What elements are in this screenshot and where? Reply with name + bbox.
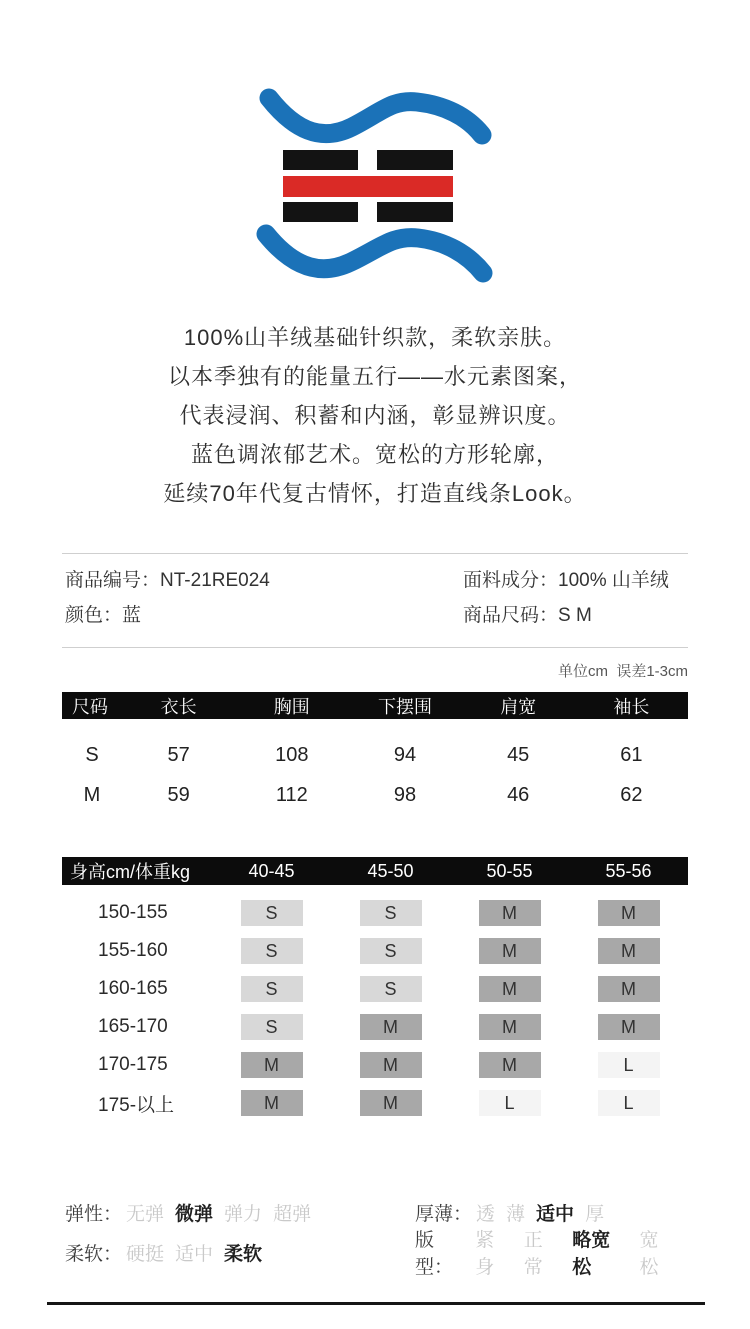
attribute-label: 厚薄： [415,1203,473,1225]
color-field [62,605,460,627]
logo-wave-top-icon [269,98,482,135]
color-value: 蓝 [122,605,142,626]
description-line: 代表浸润、积蓄和内涵，彰显辨识度。 [179,403,571,428]
size-badge: L [479,1090,541,1116]
product-description [0,318,750,513]
logo-bar-icon [377,150,453,170]
attribute-label: 柔软： [65,1243,123,1265]
description-line: 100%山羊绒基础针织款，柔软亲肤。 [183,325,567,350]
height-range-label: 170-175 [98,1054,168,1075]
attribute-option: 透 [476,1203,496,1225]
product-code-label: 商品编号： [65,570,161,591]
measure-cell: 112 [275,783,308,806]
size-cell: S [85,743,99,766]
size-badge: M [598,938,660,964]
size-badge: S [241,976,303,1002]
fit-table-body [62,885,688,1122]
description-line: 延续70年代复古情怀，打造直线条Look。 [163,481,587,506]
attribute-label: 弹性： [65,1203,123,1225]
table-row [62,894,688,932]
table-row [62,1084,688,1122]
attribute-option: 厚 [585,1203,605,1225]
size-table-header [62,692,688,719]
product-info-section [62,553,688,648]
size-badge: M [241,1052,303,1078]
size-table-header-cell: 胸围 [273,696,310,717]
fabric-label: 面料成分： [463,570,559,591]
elasticity-attribute [62,1192,412,1232]
size-badge: M [479,976,541,1002]
sizes-label: 商品尺码： [463,605,559,626]
table-row [62,1008,688,1046]
size-badge: M [598,1014,660,1040]
description-line: 蓝色调浓郁艺术。宽松的方形轮廓， [190,442,559,467]
height-range-label: 165-170 [98,1016,168,1037]
attribute-option: 弹力 [224,1203,263,1225]
description-line: 以本季独有的能量五行——水元素图案， [167,364,582,389]
size-badge: M [360,1014,422,1040]
attribute-option: 微弹 [175,1203,214,1225]
attribute-option: 无弹 [126,1203,165,1225]
fabric-attributes-section [62,1192,688,1278]
table-row [62,735,688,775]
size-table-header-cell: 尺码 [72,696,108,717]
size-badge: L [598,1090,660,1116]
table-row [62,932,688,970]
size-badge: M [598,976,660,1002]
fit-attribute [412,1230,688,1278]
measure-cell: 59 [167,783,190,806]
sizes-value: S M [558,605,592,626]
size-table-header-cell: 肩宽 [500,696,537,717]
size-badge: S [360,976,422,1002]
size-badge: M [598,900,660,926]
fabric-field [460,570,688,592]
measure-cell: 57 [167,743,190,766]
brand-logo [0,0,750,296]
weight-range-header: 45-50 [367,860,414,881]
measure-cell: 45 [507,743,530,766]
height-range-label: 155-160 [98,940,168,961]
logo-red-bar-icon [283,176,453,197]
fit-table-header-label: 身高cm/体重kg [70,862,191,882]
logo-bar-icon [283,150,358,170]
size-table-header-cell: 衣长 [160,696,197,717]
size-badge: M [360,1052,422,1078]
table-row [62,775,688,815]
attribute-option: 柔软 [224,1243,263,1265]
size-badge: M [479,900,541,926]
size-measurement-table [62,692,688,815]
measure-cell: 94 [393,743,417,766]
height-range-label: 175-以上 [98,1094,175,1116]
height-range-label: 160-165 [98,978,168,999]
attribute-option: 略宽松 [572,1230,611,1278]
measure-cell: 61 [620,743,643,766]
logo-bar-icon [283,202,358,222]
size-badge: M [479,938,541,964]
fabric-value: 100% 山羊绒 [558,570,669,591]
color-label: 颜色： [65,605,123,626]
attribute-option: 正常 [523,1230,543,1278]
sizes-field [460,605,688,627]
softness-attribute [62,1232,412,1272]
section-divider [47,1302,705,1305]
measure-cell: 62 [620,783,643,806]
size-badge: S [360,900,422,926]
logo-bar-icon [377,202,453,222]
attribute-option: 硬挺 [126,1243,165,1265]
attribute-option: 紧身 [475,1230,495,1278]
size-badge: M [360,1090,422,1116]
size-badge: S [241,1014,303,1040]
weight-range-header: 50-55 [486,860,533,881]
size-table-body [62,719,688,815]
attribute-option: 适中 [536,1203,575,1225]
attribute-option: 薄 [506,1203,526,1225]
size-badge: L [598,1052,660,1078]
attribute-option: 适中 [175,1243,214,1265]
fit-recommendation-table [62,857,688,1122]
attribute-option: 超弹 [273,1203,312,1225]
product-code-value: NT-21RE024 [160,570,270,591]
table-row [62,970,688,1008]
product-code-field [62,570,460,592]
size-cell: M [83,783,101,806]
size-badge: S [360,938,422,964]
water-element-logo-icon [254,84,496,296]
weight-range-header: 40-45 [248,860,295,881]
size-badge: S [241,938,303,964]
size-table-header-cell: 下摆围 [377,696,432,717]
measure-cell: 46 [507,783,530,806]
size-badge: M [479,1014,541,1040]
size-table-header-cell: 袖长 [613,696,650,717]
fit-table-header [62,857,688,885]
attribute-option: 宽松 [639,1230,659,1278]
logo-wave-bottom-icon [266,234,483,273]
attribute-label: 版型： [415,1230,454,1278]
height-range-label: 150-155 [98,902,168,923]
measure-cell: 98 [393,783,417,806]
size-badge: M [479,1052,541,1078]
weight-range-header: 55-56 [605,860,652,881]
unit-tolerance-note: 单位cm 误差1-3cm [557,663,688,680]
size-badge: M [241,1090,303,1116]
size-badge: S [241,900,303,926]
table-row [62,1046,688,1084]
measure-cell: 108 [275,743,309,766]
